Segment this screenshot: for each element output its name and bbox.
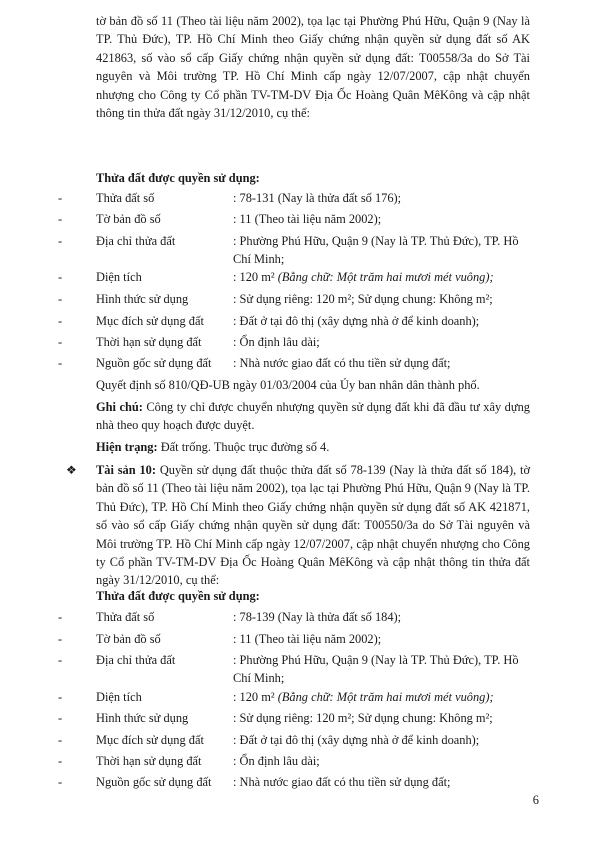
list-item xyxy=(0,731,600,751)
field-label: Địa chỉ thửa đất xyxy=(96,234,176,248)
field-value: : Sử dụng riêng: 120 m²; Sử dụng chung: Không m²; xyxy=(233,292,493,306)
field-value: : 120 m² (Bằng chữ: Một trăm hai mươi mét vuông); xyxy=(233,270,494,284)
field-value: : Phường Phú Hữu, Quận 9 (Nay là TP. Thủ Đức), TP. Hồ Chí Minh; xyxy=(233,234,519,266)
field-label: Mục đích sử dụng đất xyxy=(96,733,204,747)
field-value: : 11 (Theo tài liệu năm 2002); xyxy=(233,632,382,646)
list-item xyxy=(0,688,600,708)
note-paragraph xyxy=(96,398,530,435)
list-dash: - xyxy=(58,212,63,226)
field-label: Diện tích xyxy=(96,690,142,704)
note-text: Công ty chỉ được chuyển nhượng quyền sử dụng đất khi đã đầu tư xây dựng nhà theo quy hoạch được duyệt. xyxy=(96,400,530,433)
list-dash: - xyxy=(58,610,63,624)
status-label: Hiện trạng: xyxy=(96,440,158,454)
section2-heading: Thửa đất được quyền sử dụng: xyxy=(96,589,260,603)
field-value: : Ổn định lâu dài; xyxy=(233,754,320,768)
list-dash: - xyxy=(58,270,63,284)
list-item xyxy=(0,268,600,288)
list-dash: - xyxy=(58,234,63,248)
intro-paragraph: tờ bản đồ số 11 (Theo tài liệu năm 2002), tọa lạc tại Phường Phú Hữu, Quận 9 (Nay là TP. Thủ Đức), TP. Hồ Chí Minh theo Giấy chứng nhận quyền sử dụng đất số AK 421863, số vào sổ cấp Giấy chứng nhận quyền sử dụng đất: T00558/3a do Sở Tài nguyên và Môi trường TP. Hồ Chí Minh cấp ngày 12/07/2007, cập nhật chuyển nhượng cho Công ty Cổ phần TV-TM-DV Địa Ốc Hoàng Quân MêKông và cập nhật thông tin thửa đất ngày 31/12/2010, cụ thể: xyxy=(96,14,530,121)
field-label: Nguồn gốc sử dụng đất xyxy=(96,775,212,789)
field-label: Tờ bản đồ số xyxy=(96,212,161,226)
field-label: Thửa đất số xyxy=(96,191,155,205)
field-label: Địa chỉ thửa đất xyxy=(96,653,176,667)
note-label: Ghi chú: xyxy=(96,400,143,414)
list-item xyxy=(0,752,600,772)
list-dash: - xyxy=(58,775,63,789)
field-value: : 120 m² (Bằng chữ: Một trăm hai mươi mét vuông); xyxy=(233,690,494,704)
decision-line: Quyết định số 810/QĐ-UB ngày 01/03/2004 của Ủy ban nhân dân thành phố. xyxy=(96,378,480,392)
field-label: Tờ bản đồ số xyxy=(96,632,161,646)
list-item xyxy=(0,333,600,353)
field-value: : Sử dụng riêng: 120 m²; Sử dụng chung: Không m²; xyxy=(233,711,493,725)
field-label: Diện tích xyxy=(96,270,142,284)
list-dash: - xyxy=(58,356,63,370)
field-value: : Nhà nước giao đất có thu tiền sử dụng đất; xyxy=(233,356,451,370)
field-value: : Ổn định lâu dài; xyxy=(233,335,320,349)
list-item xyxy=(0,773,600,793)
asset10-text: Quyền sử dụng đất thuộc thửa đất số 78-139 (Nay là thửa đất số 184), tờ bản đồ số 11 (Theo tài liệu năm 2002), tọa lạc tại Phường Phú Hữu, Quận 9 (Nay là TP. Thủ Đức), TP. Hồ Chí Minh theo Giấy chứng nhận quyền sử dụng đất số AK 421871, số vào sổ cấp Giấy chứng nhận quyền sử dụng đất: T00550/3a do Sở Tài nguyên và Môi trường TP. Hồ Chí Minh cấp ngày 12/07/2007, cập nhật chuyển nhượng cho Công ty Cổ phần TV-TM-DV Địa Ốc Hoàng Quân MêKông và cập nhật thông tin thửa đất ngày 31/12/2010, cụ thể: xyxy=(96,463,530,588)
list-item xyxy=(0,354,600,374)
list-dash: - xyxy=(58,690,63,704)
field-value: : 11 (Theo tài liệu năm 2002); xyxy=(233,212,382,226)
list-dash: - xyxy=(58,292,63,306)
list-item xyxy=(0,290,600,310)
status-text: Đất trống. Thuộc trục đường số 4. xyxy=(157,440,330,454)
list-dash: - xyxy=(58,653,63,667)
field-label: Thửa đất số xyxy=(96,610,155,624)
field-label: Nguồn gốc sử dụng đất xyxy=(96,356,212,370)
list-item xyxy=(0,210,600,230)
list-item xyxy=(0,651,600,685)
list-dash: - xyxy=(58,754,63,768)
field-value: : 78-139 (Nay là thửa đất số 184); xyxy=(233,610,402,624)
diamond-bullet-icon: ❖ xyxy=(66,463,77,477)
field-label: Hình thức sử dụng xyxy=(96,711,189,725)
field-value: : Đất ở tại đô thị (xây dựng nhà ở để kinh doanh); xyxy=(233,314,480,328)
asset10-paragraph xyxy=(96,461,530,590)
list-item xyxy=(0,630,600,650)
field-label: Hình thức sử dụng xyxy=(96,292,189,306)
list-dash: - xyxy=(58,191,63,205)
list-item xyxy=(0,608,600,628)
list-item xyxy=(0,709,600,729)
page-number: 6 xyxy=(532,793,539,807)
section1-heading: Thửa đất được quyền sử dụng: xyxy=(96,171,260,185)
list-dash: - xyxy=(58,314,63,328)
list-dash: - xyxy=(58,711,63,725)
field-value: : Nhà nước giao đất có thu tiền sử dụng đất; xyxy=(233,775,451,789)
list-item xyxy=(0,312,600,332)
field-label: Thời hạn sử dụng đất xyxy=(96,335,202,349)
status-line xyxy=(96,438,536,456)
field-label: Mục đích sử dụng đất xyxy=(96,314,204,328)
list-dash: - xyxy=(58,335,63,349)
list-dash: - xyxy=(58,733,63,747)
list-dash: - xyxy=(58,632,63,646)
field-value: : Phường Phú Hữu, Quận 9 (Nay là TP. Thủ Đức), TP. Hồ Chí Minh; xyxy=(233,653,519,685)
list-item xyxy=(0,189,600,209)
field-value: : 78-131 (Nay là thửa đất số 176); xyxy=(233,191,402,205)
field-value: : Đất ở tại đô thị (xây dựng nhà ở để kinh doanh); xyxy=(233,733,480,747)
list-item xyxy=(0,232,600,266)
asset10-label: Tài sản 10: xyxy=(96,463,156,477)
field-label: Thời hạn sử dụng đất xyxy=(96,754,202,768)
